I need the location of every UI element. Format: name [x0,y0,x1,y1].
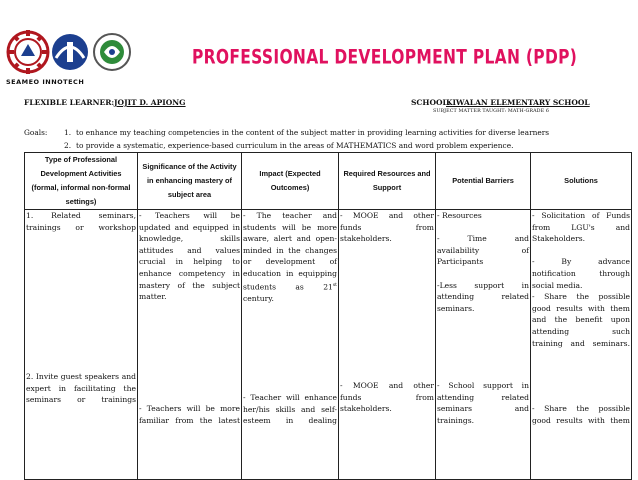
text-line: knowledge, skills [139,234,240,244]
text-line: trainings. [437,415,475,425]
cell-text [26,371,136,406]
cell-text [243,210,337,304]
text-line: - Teachers will be [139,211,240,220]
text-line: social media. [532,280,583,290]
text-line: - Teachers will be more [139,404,240,413]
text-line: training and seminars. [532,338,630,348]
text-line: - School support in [437,381,529,390]
subject-note: SUBJECT MATTER TAUGHT: MATH-GRADE 6 [433,109,549,114]
text-line: attending related [437,292,529,302]
cell-text [532,210,630,349]
text-line: - Share the possible [532,292,630,302]
text-line: stakeholders. [340,404,392,414]
cell-text [139,210,240,303]
text-line: - MOOE and other [340,211,434,220]
goals-label: Goals: [24,128,48,137]
superscript-st: st [332,282,337,288]
text-line: students will be more [243,222,337,232]
text-line: - Resources [437,211,482,220]
text-line: notification through [532,268,630,278]
header-solutions: Solutions [531,153,632,210]
header-barriers: Potential Barriers [436,153,531,210]
text-line: stakeholders. [340,234,392,244]
cell-impact [242,210,339,480]
text-line: trainings or workshop [26,222,136,232]
text-line: her/his skills and self- [243,404,337,414]
text-line: seminars. [437,303,475,313]
learner-label: FLEXIBLE LEARNER: [24,98,115,107]
text-line: - Solicitation of Funds [532,211,630,220]
text-line: minded in the changes [243,245,337,255]
text-line: esteem in dealing [243,416,337,426]
text-line: availability of [437,245,529,255]
text-line: -Less support in [437,280,529,290]
goal-number: 2. [64,141,72,150]
text-line: updated and equipped in [139,222,240,232]
text-line: seminars and [437,404,529,414]
text-line: 1. Related seminars, [26,211,136,220]
text-line: - Time and [437,234,529,244]
text-line: 2. Invite guest speakers and [26,372,136,381]
text-line: expert in facilitating the [26,383,136,393]
goal-text: to enhance my teaching competencies in the content of the subject matter in providing learning activities for diverse learners [76,128,550,137]
logo-group [6,28,134,84]
text-line: matter. [139,292,167,302]
text-line: aware, alert and open- [243,234,337,244]
pdp-table [24,152,632,480]
text-line: - MOOE and other [340,381,434,390]
text-line: - Teacher will enhance [243,393,337,402]
cell-text [437,380,529,426]
header-significance: Significance of the Activity in enhancing mastery of subject area [138,153,242,210]
text-line: funds from [340,222,434,232]
goal-number: 1. [64,128,72,137]
text-line: familiar from the latest [139,415,240,425]
cell-solutions [531,210,632,480]
text-line: crucial in helping to [139,257,240,267]
text-line: seminars or trainings [26,395,136,405]
text-line: Stakeholders. [532,234,586,244]
cell-activity-type [25,210,138,480]
cell-resources [339,210,436,480]
cell-significance [138,210,242,480]
text-line: funds from [340,392,434,402]
goal-item [24,126,549,139]
school-label: SCHOOL: [411,98,451,107]
school-name: KIWALAN ELEMENTARY SCHOOL [446,98,590,107]
text-line: and the benefit upon [532,315,630,325]
text-line: good results with them [532,303,630,313]
header-resources: Required Resources and Support [339,153,436,210]
text-line: attitudes and values [139,245,240,255]
text-line: enhance competency in [139,268,240,278]
cell-text [139,403,240,426]
text-line: good results with them [532,415,630,425]
cell-text [340,210,434,245]
text-line: attending such [532,326,630,336]
header-impact: Impact (Expected Outcomes) [242,153,339,210]
cell-text [532,403,630,426]
text-line: - The teacher and [243,211,337,220]
cell-text [437,210,529,314]
text-line: - Share the possible [532,404,630,413]
text-line: students as 21st [243,282,337,292]
text-line: attending related [437,392,529,402]
goals-section [24,126,549,152]
header-activity-type: Type of Professional Development Activities (formal, informal non-formal settings) [25,153,138,210]
page-title: PROFESSIONAL DEVELOPMENT PLAN (PDP) [192,46,578,69]
seameo-logo-icon [6,28,134,78]
text-line: Participants [437,257,484,267]
cell-text [340,380,434,415]
goal-text: to provide a systematic, experience-based curriculum in the areas of MATHEMATICS and word problem experience. [76,141,514,150]
table-row [25,210,632,480]
logo-caption: SEAMEO INNOTECH [6,78,85,86]
text-line: century. [243,293,274,303]
table-header-row [25,153,632,210]
cell-text [26,210,136,233]
cell-barriers [436,210,531,480]
text-line: mastery of the subject [139,280,240,290]
text-line: - By advance [532,257,630,267]
learner-name: JOJIT D. APIONG [114,98,186,107]
goal-item [24,139,549,152]
text-line: or development of [243,257,337,267]
text-line: education in equipping [243,268,337,278]
text-line: from LGU's and [532,222,630,232]
cell-text [243,392,337,427]
